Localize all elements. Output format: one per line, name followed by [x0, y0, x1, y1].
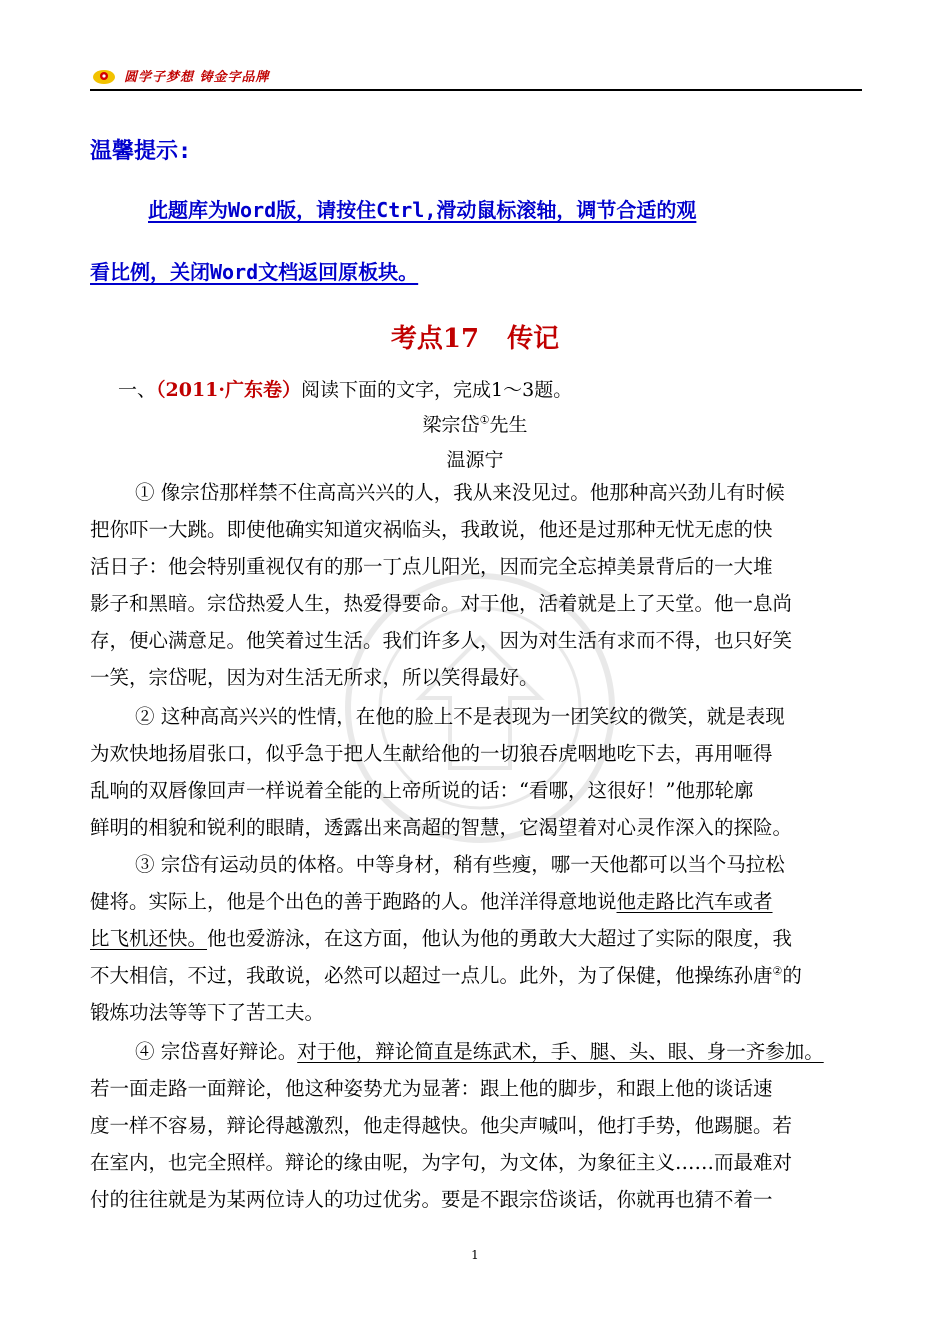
underlined-text: 比飞机还快。 [90, 927, 208, 950]
footnote-marker: ① [479, 413, 490, 427]
underlined-text: 对于他，辩论简直是练武术，手、腿、头、眼、身一齐参加。 [297, 1040, 824, 1063]
header-divider [90, 89, 862, 91]
paragraph-line: ③ 宗岱有运动员的体格。中等身材，稍有些瘦，哪一天他都可以当个马拉松 [135, 853, 785, 876]
paragraph-line: 影子和黑暗。宗岱热爱人生，热爱得要命。对于他，活着就是上了天堂。他一息尚 [90, 592, 793, 615]
paragraph-line: 一笑，宗岱呢，因为对生活无所求，所以笑得最好。 [90, 666, 539, 689]
question-heading: 一、（2011·广东卷）阅读下面的文字，完成1～3题。 [118, 379, 573, 401]
brand-slogan: 圆学子梦想 铸金字品牌 [124, 70, 270, 85]
tip-text-line-1: 此题库为Word版，请按住Ctrl,滑动鼠标滚轴，调节合适的观 [148, 198, 697, 222]
page-number: 1 [471, 1248, 479, 1262]
paragraph-line: ④ 宗岱喜好辩论。对于他，辩论简直是练武术，手、腿、头、眼、身一齐参加。 [135, 1040, 824, 1063]
question-source: （2011·广东卷） [156, 379, 302, 401]
paragraph-line: 不大相信，不过，我敢说，必然可以超过一点儿。此外，为了保健，他操练孙唐②的 [90, 964, 802, 987]
underlined-text: 他走路比汽车或者 [616, 890, 773, 913]
paragraph-line: 健将。实际上，他是个出色的善于跑路的人。他洋洋得意地说他走路比汽车或者 [90, 890, 773, 913]
tip-text-line-2: 看比例，关闭Word文档返回原板块。 [90, 260, 419, 284]
paragraph-line: ① 像宗岱那样禁不住高高兴兴的人，我从来没见过。他那种高兴劲儿有时候 [135, 481, 785, 504]
section-title: 考点17 传记 [390, 324, 560, 354]
article-author: 温源宁 [446, 449, 504, 471]
paragraph-line: 若一面走路一面辩论，他这种姿势尤为显著：跟上他的脚步，和跟上他的谈话速 [90, 1077, 773, 1100]
paragraph-line: 在室内，也完全照样。辩论的缘由呢，为字句，为文体，为象征主义……而最难对 [90, 1151, 793, 1174]
paragraph-line: 度一样不容易，辩论得越激烈，他走得越快。他尖声喊叫，他打手势，他踢腿。若 [90, 1114, 793, 1137]
paragraph-line: 乱响的双唇像回声一样说着全能的上帝所说的话：“看哪，这很好！”他那轮廓 [90, 779, 754, 802]
paragraph-line: 鲜明的相貌和锐利的眼睛，透露出来高超的智慧，它渴望着对心灵作深入的探险。 [90, 816, 793, 839]
paragraph-line: 付的往往就是为某两位诗人的功过优劣。要是不跟宗岱谈话，你就再也猜不着一 [90, 1188, 773, 1211]
tip-title: 温馨提示: [90, 139, 192, 164]
article-title: 梁宗岱①先生 [422, 413, 528, 436]
page-header [90, 64, 862, 90]
paragraph-line: 锻炼功法等等下了苦工夫。 [90, 1001, 325, 1024]
paragraph-line: ② 这种高高兴兴的性情，在他的脸上不是表现为一团笑纹的微笑，就是表现 [135, 705, 785, 728]
paragraph-line: 把你吓一大跳。即使他确实知道灾祸临头，我敢说，他还是过那种无忧无虑的快 [90, 518, 773, 541]
footnote-marker: ② [772, 964, 783, 978]
paragraph-line: 活日子：他会特别重视仅有的那一丁点儿阳光，因而完全忘掉美景背后的一大堆 [90, 555, 773, 578]
paragraph-line: 存，便心满意足。他笑着过生活。我们许多人，因为对生活有求而不得，也只好笑 [90, 629, 793, 652]
paragraph-line: 为欢快地扬眉张口，似乎急于把人生献给他的一切狼吞虎咽地吃下去，再用咂得 [90, 742, 773, 765]
paragraph-line: 比飞机还快。他也爱游泳，在这方面，他认为他的勇敢大大超过了实际的限度，我 [90, 927, 793, 950]
logo-icon [92, 66, 116, 86]
